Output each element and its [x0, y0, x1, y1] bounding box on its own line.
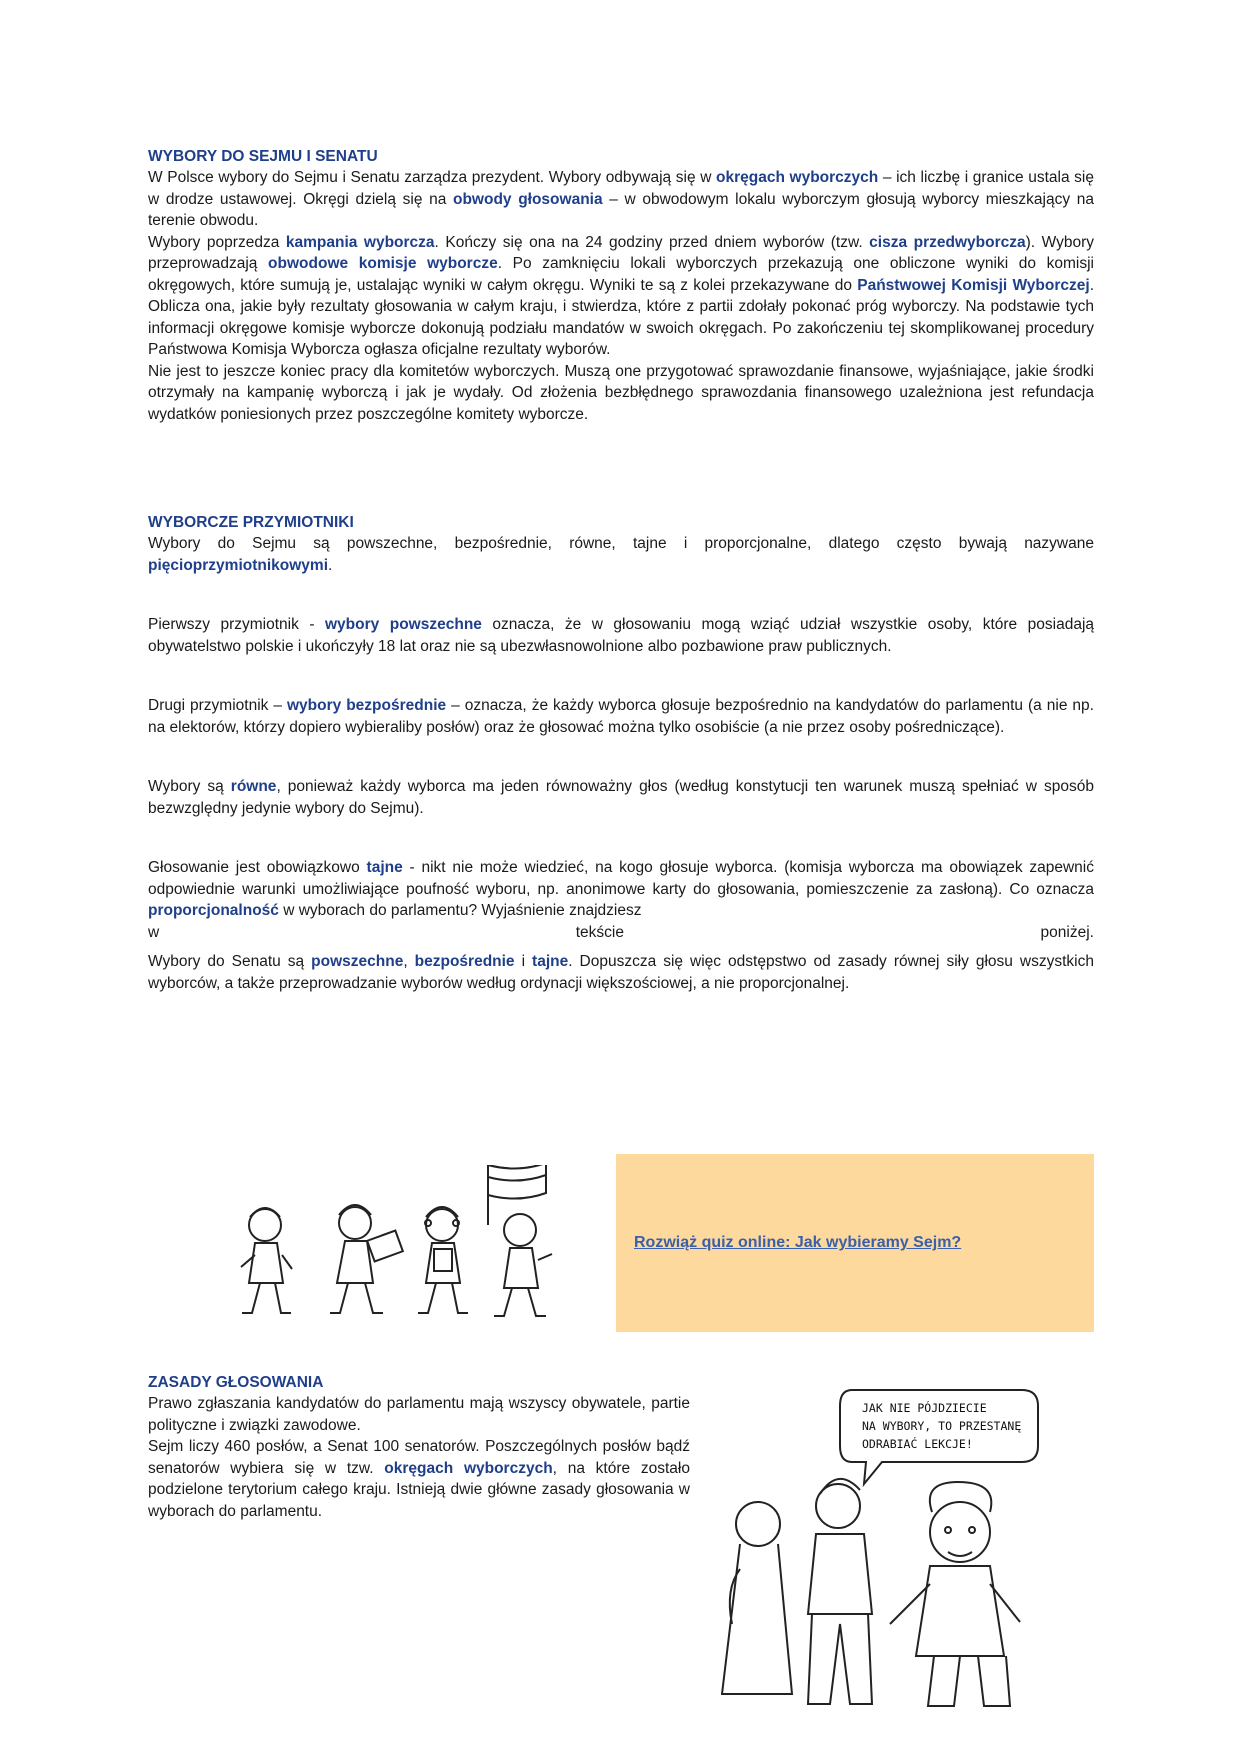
text: w	[148, 923, 160, 941]
text: . Po zamknięciu lokali wyborczych przekazują one obliczone wyniki do komisji okręgowych, które sumują je, ustalając wyniki w całym okręgu. Wyniki te są z kolei przekazywane do	[148, 255, 1095, 294]
keyword: obwody głosowania	[453, 190, 603, 208]
paragraph: Prawo zgłaszania kandydatów do parlamentu mają wszyscy obywatele, partie polityczne i związki zawodowe.	[148, 1395, 690, 1434]
text: Wybory do Senatu są	[148, 953, 312, 970]
speech-bubble-line: JAK NIE PÓJDZIECIE	[862, 1401, 987, 1415]
keyword: wybory bezpośrednie	[286, 697, 447, 714]
text: tekście	[575, 923, 624, 941]
text: i	[514, 953, 533, 970]
keyword: bezpośrednie	[414, 953, 515, 970]
text: . Kończy się ona na 24 godziny przed dniem wyborów (tzw.	[434, 233, 870, 251]
text: Sejm liczy 460 posłów, a Senat 100 senatorów. Poszczególnych posłów bądź senatorów wybiera się w tzw.	[148, 1438, 690, 1477]
text: ,	[403, 953, 415, 970]
quiz-banner	[616, 1154, 1094, 1332]
section-heading: WYBORY DO SEJMU I SENATU	[148, 148, 378, 165]
keyword: równe	[230, 778, 277, 795]
text: oznacza, że w głosowaniu mogą wziąć udział wszystkie osoby, które posiadają obywatelstwo polskie i ukończyły 18 lat oraz nie są ubezwłasnowolnione albo pozbawione praw publicznych.	[148, 616, 1095, 655]
text: , na które zostało podzielone terytorium całego kraju. Istnieją dwie główne zasady głosowania w wyborach do parlamentu.	[148, 1459, 690, 1520]
paragraph	[148, 533, 1094, 576]
quiz-link[interactable]: Rozwiąż quiz online: Jak wybieramy Sejm?	[634, 1234, 962, 1251]
section-elections	[148, 146, 1094, 425]
text: Wybory są	[148, 778, 231, 795]
text: – w obwodowym lokalu wyborczym głosują wyborcy mieszkający na terenie obwodu.	[148, 190, 1095, 229]
paragraph	[148, 951, 1094, 994]
text: , ponieważ każdy wyborca ma jeden równoważny głos (według konstytucji ten warunek muszą spełniać w sposób bezwzględny jedynie wybory do Sejmu).	[148, 778, 1094, 817]
keyword: obwodowe komisje wyborcze	[268, 255, 498, 272]
text: poniżej.	[1040, 923, 1094, 941]
paragraph	[148, 1436, 690, 1522]
text: w wyborach do parlamentu? Wyjaśnienie znajdziesz	[278, 902, 642, 919]
section-heading: ZASADY GŁOSOWANIA	[148, 1374, 324, 1391]
section-heading: WYBORCZE PRZYMIOTNIKI	[148, 514, 354, 531]
children-marching-illustration	[220, 1165, 620, 1335]
family-cartoon-illustration	[720, 1384, 1080, 1724]
text: .	[328, 556, 333, 574]
paragraph	[148, 614, 1094, 657]
keyword: cisza przedwyborcza	[869, 233, 1026, 251]
keyword: tajne	[532, 953, 569, 970]
keyword: pięcioprzymiotnikowymi	[148, 556, 329, 574]
paragraph	[148, 232, 1094, 361]
speech-bubble-line: NA WYBORY, TO PRZESTANĘ	[862, 1419, 1022, 1433]
text: – oznacza, że każdy wyborca głosuje bezpośrednio na kandydatów do parlamentu (a nie np. na elektorów, którzy dopiero wybieraliby posłów) oraz że głosować można tylko osobiście (a nie przez osoby pośredniczące).	[148, 697, 1094, 736]
text: Głosowanie jest obowiązkowo	[148, 859, 367, 876]
text: Pierwszy przymiotnik -	[148, 616, 325, 633]
text: Drugi przymiotnik –	[148, 697, 287, 714]
text: – ich liczbę i granice ustala się w drodze ustawowej. Okręgi dzielą się na	[148, 169, 1094, 208]
spacer	[148, 943, 1094, 951]
text: Wybory poprzedza	[148, 233, 286, 251]
keyword: wybory powszechne	[325, 616, 482, 633]
spacer	[148, 738, 1094, 776]
keyword: okręgach wyborczych	[384, 1459, 553, 1477]
paragraph	[148, 776, 1094, 819]
text: - nikt nie może wiedzieć, na kogo głosuje wyborca. (komisja wyborcza ma obowiązek zapewnić odpowiednie warunki umożliwiające poufność wyboru, np. anonimowe karty do głosowania, pomieszczenie za zasłoną). Co oznacza	[148, 859, 1094, 898]
keyword: Państwowej Komisji Wyborczej	[857, 276, 1090, 294]
spacer	[148, 576, 1094, 614]
text: Wybory do Sejmu są powszechne, bezpośrednie, równe, tajne i proporcjonalne, dlatego często bywają nazywane	[148, 535, 1094, 552]
paragraph: Nie jest to jeszcze koniec pracy dla komitetów wyborczych. Muszą one przygotować sprawozdanie finansowe, wyjaśniające, jakie środki otrzymały na kampanię wyborczą i jak je wydały. Od złożenia bezbłędnego sprawozdania finansowego uzależniona jest refundacja wydatków poniesionych przez poszczególne komitety wyborcze.	[148, 362, 1094, 423]
text: . Oblicza ona, jakie były rezultaty głosowania w całym kraju, i stwierdza, które z partii zdołały pokonać próg wyborczy. Na podstawie tych informacji okręgowe komisje wyborcze dokonują podziału mandatów w swoich okręgach. Po zakończeniu tej skomplikowanej procedury Państwowa Komisja Wyborcza ogłasza oficjalne rezultaty wyborów.	[148, 276, 1094, 358]
keyword: kampania wyborcza	[285, 233, 435, 251]
paragraph	[148, 695, 1094, 738]
text: ). Wybory przeprowadzają	[148, 233, 1095, 272]
spacer	[148, 657, 1094, 695]
speech-bubble-line: ODRABIAĆ LEKCJE!	[862, 1437, 973, 1451]
text: . Dopuszcza się więc odstępstwo od zasady równej siły głosu wszystkich wyborców, a także przeprowadzanie wyborów według ordynacji większościowej, a nie proporcjonalnej.	[148, 953, 1094, 992]
section-voting-rules	[148, 1372, 690, 1522]
keyword: tajne	[366, 859, 403, 876]
paragraph	[148, 167, 1094, 232]
paragraph	[148, 857, 1094, 922]
justified-line	[148, 922, 1094, 944]
section-adjectives	[148, 512, 1094, 994]
keyword: okręgach wyborczych	[716, 169, 879, 186]
keyword: proporcjonalność	[148, 902, 279, 919]
spacer	[148, 819, 1094, 857]
keyword: powszechne	[311, 953, 404, 970]
text: W Polsce wybory do Sejmu i Senatu zarządza prezydent. Wybory odbywają się w	[148, 169, 716, 186]
